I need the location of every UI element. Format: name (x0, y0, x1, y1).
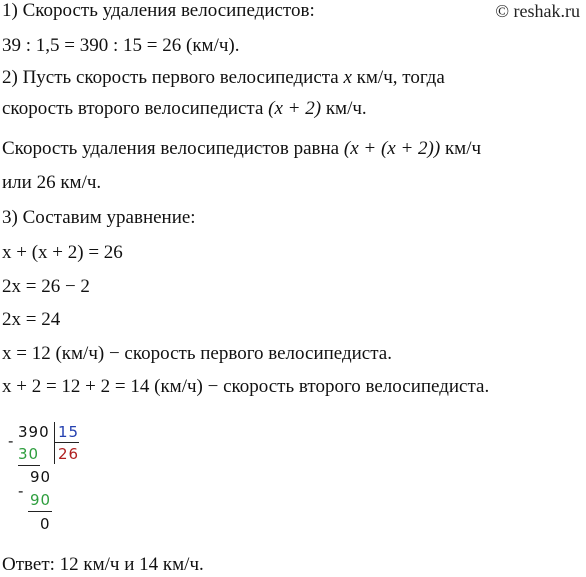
step2-line4: или 26 км/ч. (2, 172, 102, 193)
answer: Ответ: 12 км/ч и 14 км/ч. (2, 554, 204, 575)
step2-line1 (2, 67, 445, 89)
expression-x-plus-2: (x + 2) (268, 98, 322, 119)
divisor: 15 (58, 423, 80, 441)
step2-line1-prefix: 2) Пусть скорость первого велосипедиста (2, 67, 344, 88)
remainder-1: 90 (30, 468, 52, 486)
equation-4: x = 12 (км/ч) − скорость первого велосипедиста. (2, 343, 392, 364)
subtract-1-underline (18, 465, 40, 466)
minus-sign-2: - (18, 482, 25, 500)
watermark: © reshak.ru (495, 1, 580, 21)
minus-sign: - (8, 432, 15, 450)
equation-3: 2x = 24 (2, 309, 61, 330)
unit-kmh: км/ч (351, 67, 393, 88)
step3-heading: 3) Составим уравнение: (2, 207, 196, 228)
step2-line1-suffix: , тогда (392, 67, 445, 88)
subtract-2-underline (28, 511, 52, 512)
divisor-underline (55, 442, 79, 443)
unit-kmh: км/ч. (321, 98, 367, 119)
equation-1: x + (x + 2) = 26 (2, 242, 123, 263)
variable-x: x (343, 67, 352, 88)
division-vertical-line (54, 422, 55, 464)
subtract-1: 30 (18, 445, 40, 463)
long-division (0, 418, 110, 543)
step1-heading: 1) Скорость удаления велосипедистов: (2, 0, 315, 21)
step1-calculation: 39 : 1,5 = 390 : 15 = 26 (км/ч). (2, 35, 240, 56)
remainder-2: 0 (40, 515, 51, 533)
subtract-2: 90 (30, 491, 52, 509)
step2-line3-prefix: Скорость удаления велосипедистов равна (2, 138, 344, 159)
unit-kmh: км/ч (440, 138, 482, 159)
expression-sum: (x + (x + 2)) (343, 138, 441, 159)
equation-5: x + 2 = 12 + 2 = 14 (км/ч) − скорость второго велосипедиста. (2, 376, 490, 397)
equation-2: 2x = 26 − 2 (2, 276, 90, 297)
step2-line3 (2, 138, 481, 160)
step2-line2-prefix: скорость второго велосипедиста (2, 98, 269, 119)
dividend: 390 (18, 423, 50, 441)
step2-line2 (2, 98, 367, 120)
quotient: 26 (58, 445, 80, 463)
